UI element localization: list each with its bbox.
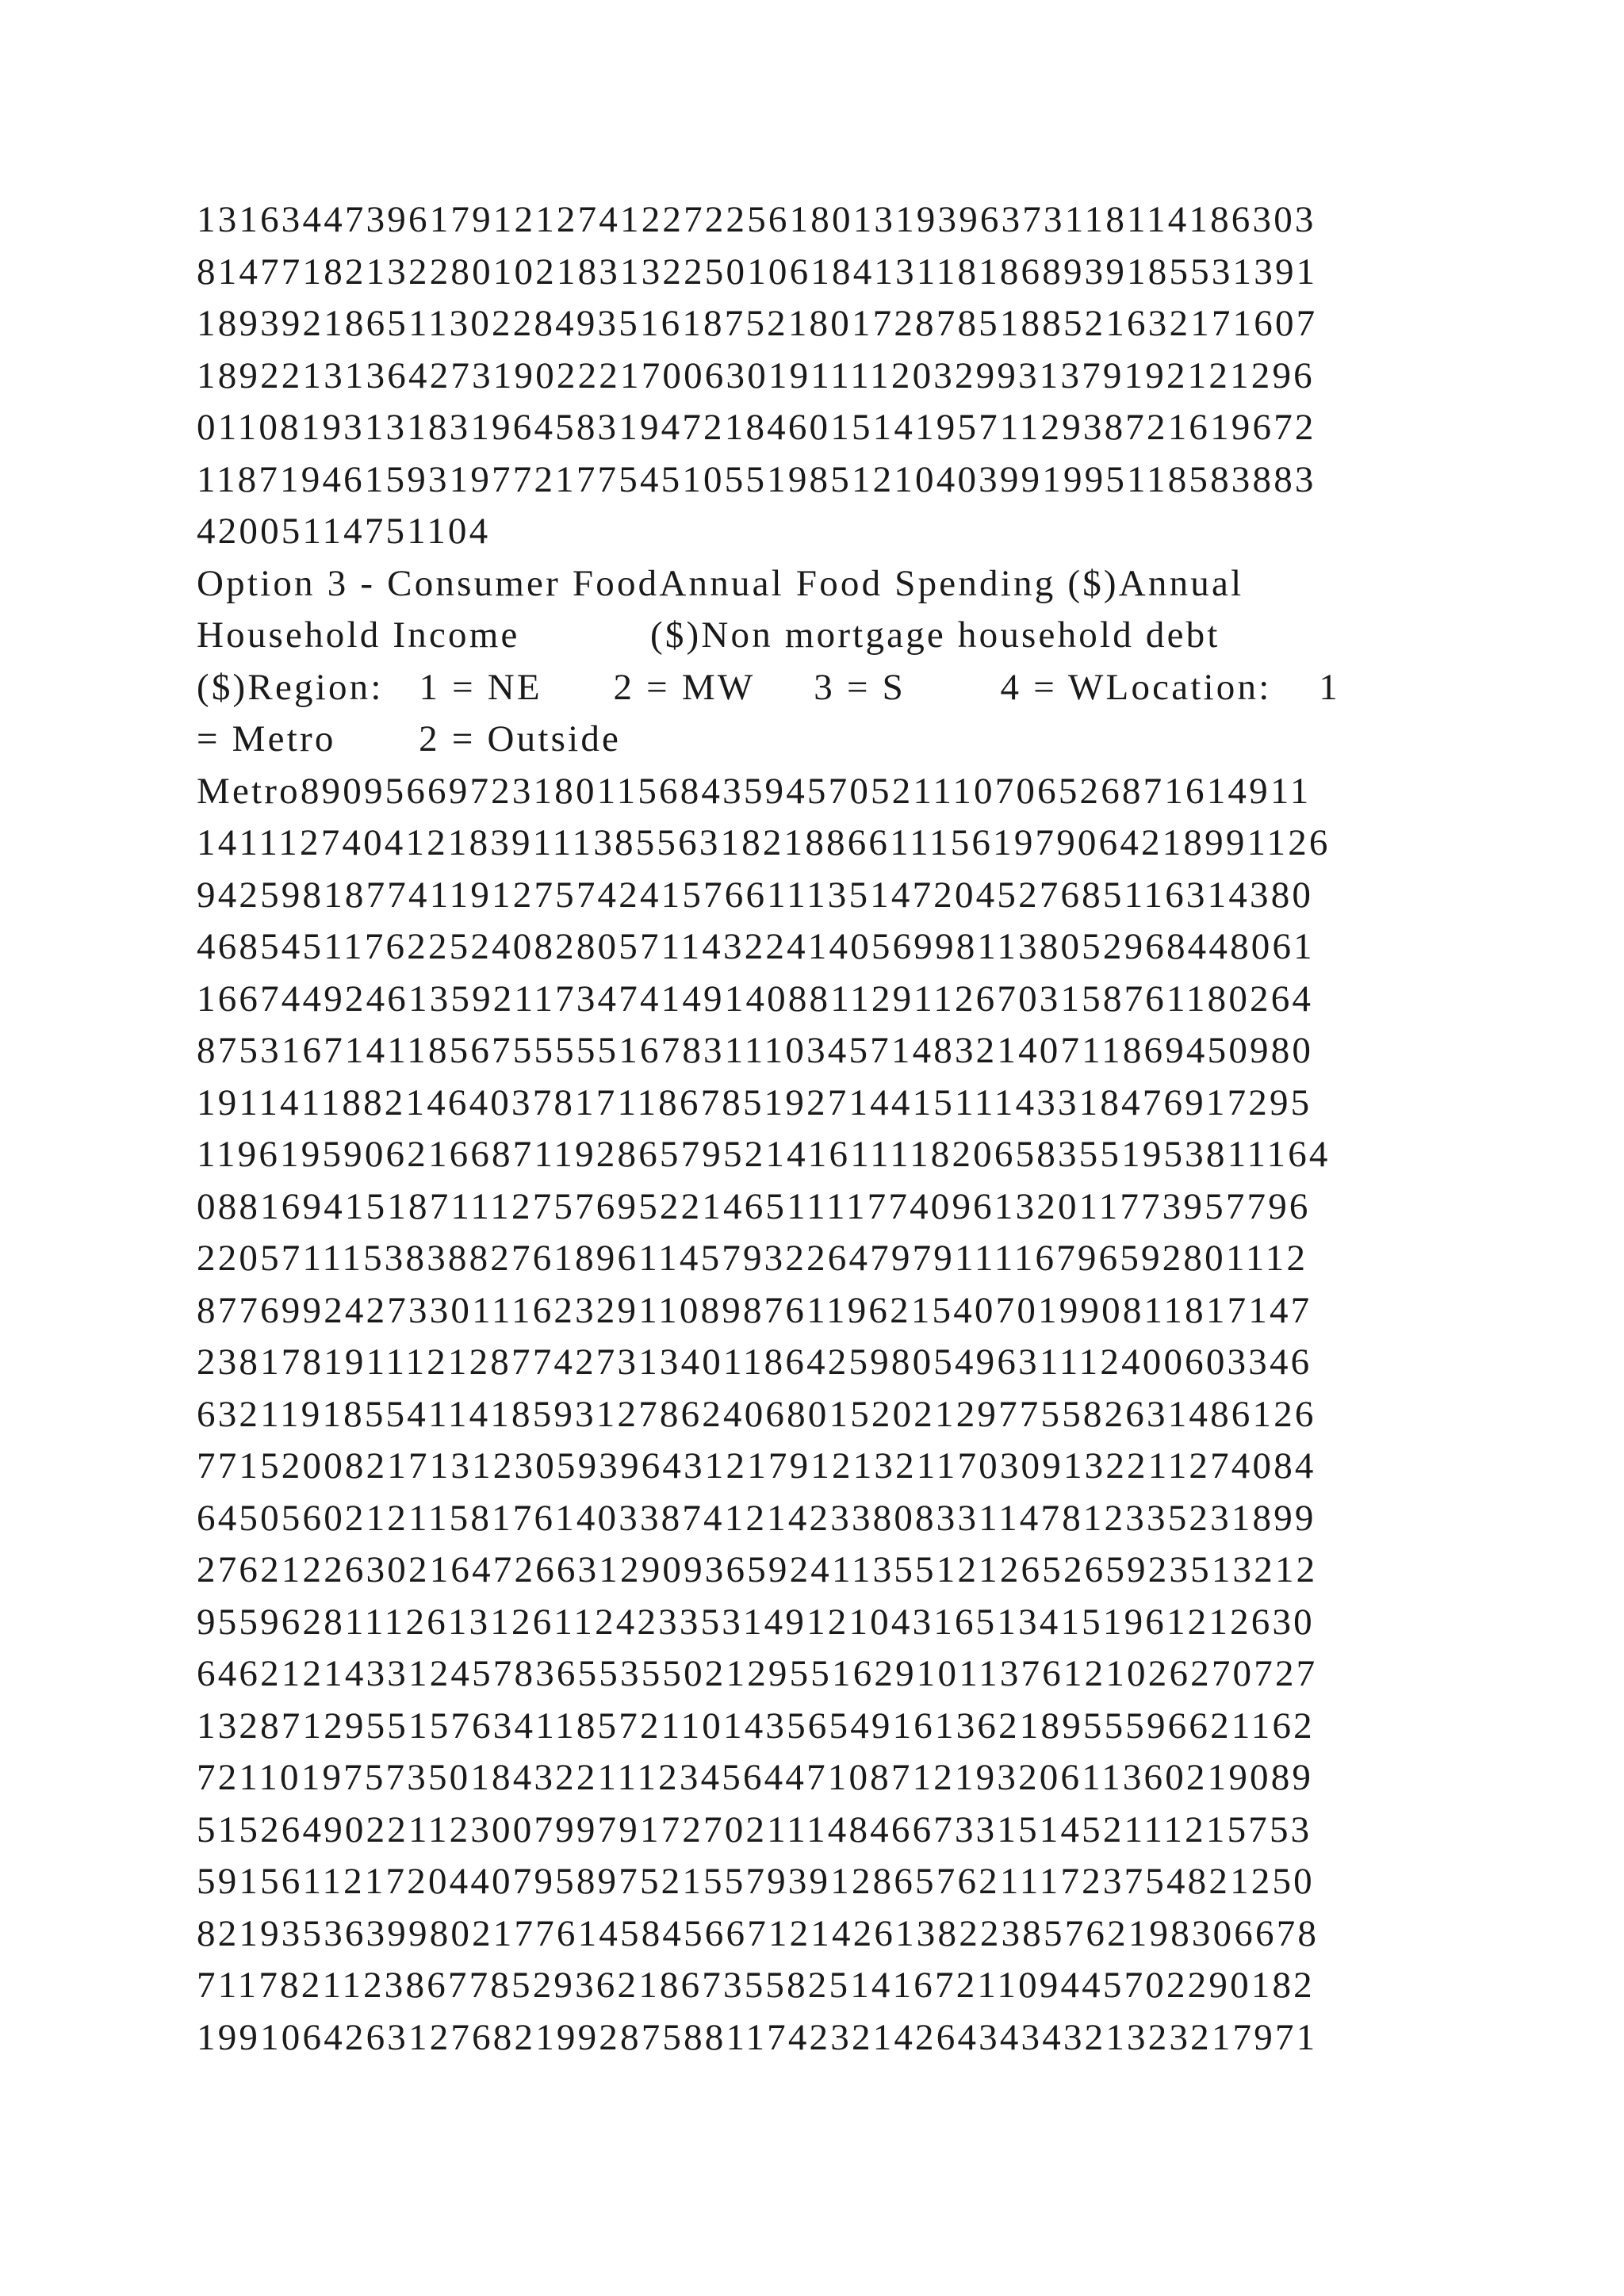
text-line: 13287129551576341185721101435654916136218955596621162 [197,1705,1315,1747]
text-line: = Metro 2 = Outside [197,718,622,760]
text-line: 13163447396179121274122722561801319396373118114186303 [197,199,1316,240]
text-line: 81477182132280102183132250106184131181868939185531391 [197,251,1318,293]
text-line: 64621214331245783655355021295516291011376121026270727 [197,1653,1318,1694]
text-line: 95596281112613126112423353149121043165134151961212630 [197,1601,1315,1643]
text-line: 141112740412183911138556318218866111561979064218991126 [197,822,1331,863]
text-line: 82193536399802177614584566712142613822385762198306678 [197,1912,1320,1954]
text-line: 71178211238677852936218673558251416721109445702290182 [197,1965,1315,2006]
text-line: 42005114751104 [197,511,491,552]
text-line: 46854511762252408280571143224140569981138052968448061 [197,926,1315,967]
text-line: 19114118821464037817118678519271441511143318476917295 [197,1081,1312,1123]
text-line: 72110197573501843221112345644710871219320611360219089 [197,1757,1314,1798]
text-line: Household Income ($)Non mortgage household debt [197,614,1220,656]
text-line: 19910642631276821992875881174232142643434321323217971 [197,2016,1318,2058]
text-line: 119619590621668711928657952141611118206583551953811164 [197,1134,1331,1175]
text-line: 18922131364273190222170063019111120329931379192121296 [197,354,1315,396]
text-line: 27621226302164726631290936592411355121265265923513212 [197,1549,1318,1590]
text-line: 08816941518711127576952214651111774096132011773957796 [197,1185,1311,1227]
text-line: 23817819111212877427313401186425980549631112400603346 [197,1341,1312,1383]
text-line: ($)Region: 1 = NE 2 = MW 3 = S 4 = WLocation: 1 [197,666,1340,708]
text-line: 87769924273301116232911089876119621540701990811817147 [197,1289,1312,1331]
text-line: 59156112172044079589752155793912865762111723754821250 [197,1861,1315,1902]
text-line: 77152008217131230593964312179121321170309132211274084 [197,1445,1316,1487]
document-text [197,194,1434,2064]
text-line: 01108193131831964583194721846015141957112938721619672 [197,407,1316,448]
text-line: 22057111538388276189611457932264797911116796592801112 [197,1238,1308,1279]
text-line: 11871946159319772177545105519851210403991995118583883 [197,458,1316,500]
text-line: 94259818774119127574241576611135147204527685116314380 [197,874,1314,916]
text-line: 64505602121158176140338741214233808331147812335231899 [197,1497,1316,1539]
text-line: 16674492461359211734741491408811291126703158761180264 [197,978,1314,1020]
text-line: 18939218651130228493516187521801728785188521632171607 [197,303,1318,344]
text-line: 51526490221123007997917270211148466733151452111215753 [197,1808,1312,1850]
text-line: 63211918554114185931278624068015202129775582631486126 [197,1393,1316,1435]
text-line: 87531671411856755555167831110345714832140711869450980 [197,1030,1314,1071]
text-line: Option 3 - Consumer FoodAnnual Food Spending ($)Annual [197,562,1244,604]
text-line: Metro890956697231801156843594570521110706526871614911 [197,770,1312,812]
